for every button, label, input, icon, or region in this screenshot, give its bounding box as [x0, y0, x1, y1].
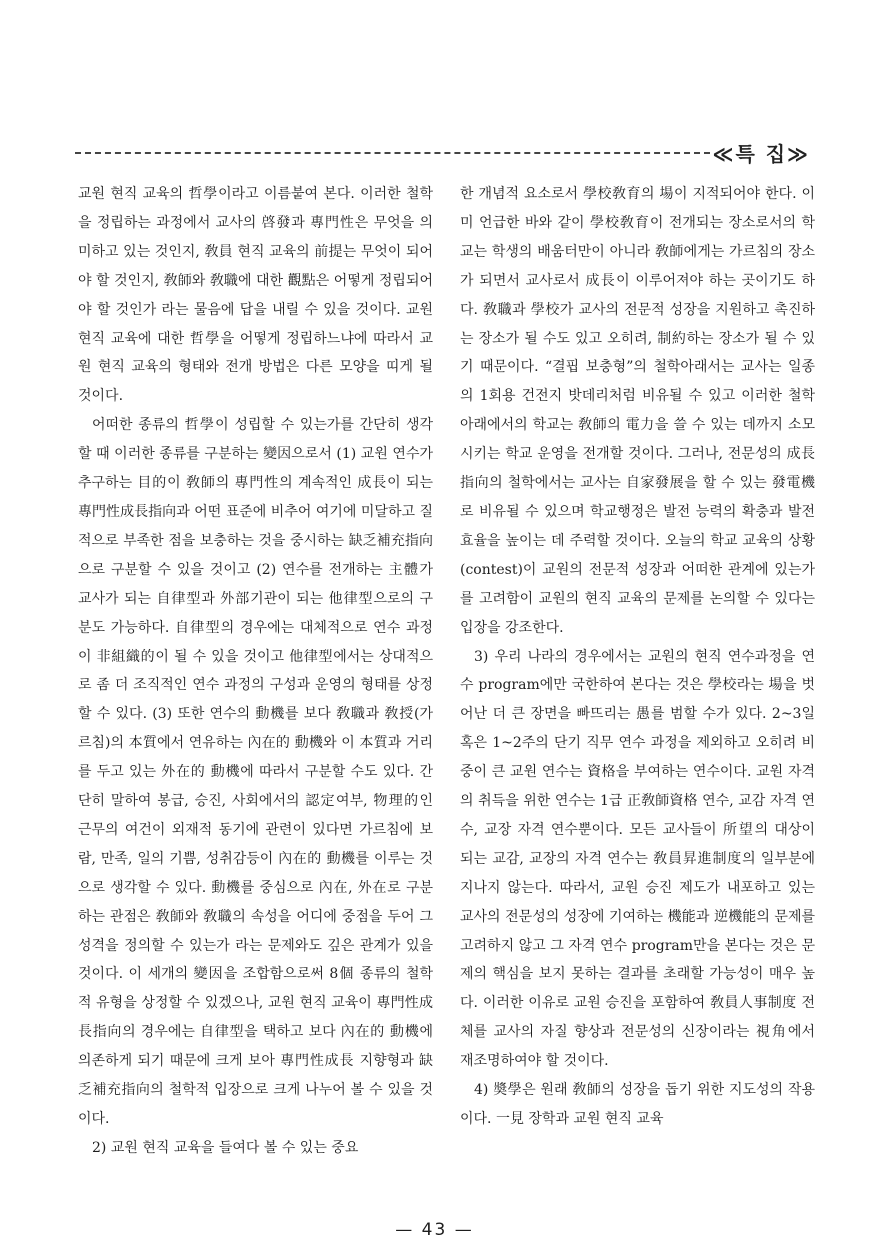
paragraph: 교원 현직 교육의 哲學이라고 이름붙여 본다. 이러한 철학을 정립하는 과정에서 교사의 啓發과 專門性은 무엇을 의미하고 있는 것인지, 敎員 현직 교육의 前提는 무엇이 되어야 할 것인지, 敎師와 敎職에 대한 觀點은 어떻게 정립되어야 할 것인가 라는 물음에 답을 내릴 수 있을 것이다. 교원 현직 교육에 대한 哲學을 어떻게 정립하느냐에 따라서 교원 현직 교육의 형태와 전개 방법은 다른 모양을 띠게 될 것이다. — [78, 186, 433, 405]
paragraph: 4) 奬學은 원래 敎師의 성장을 돕기 위한 지도성의 작용이다. 一見 장학과 교원 현직 교육 — [460, 1082, 815, 1127]
section-title: ≪특 집≫ — [712, 142, 810, 166]
paragraph: 3) 우리 나라의 경우에서는 교원의 현직 연수과정을 연수 program에만 국한하여 본다는 것은 學校라는 場을 벗어난 더 큰 장면을 빠뜨리는 愚를 범할 수가 있다. 2~3일 혹은 1~2주의 단기 직무 연수 과정을 제외하고 오히려 비중이 큰 교원 연수는 資格을 부여하는 연수이다. 교원 자격의 취득을 위한 연수는 1급 正敎師資格 연수, 교감 자격 연수, 교장 자격 연수뿐이다. 모든 교사들이 所望의 대상이 되는 교감, 교장의 자격 연수는 敎員昇進制度의 일부분에 지나지 않는다. 따라서, 교원 승진 제도가 내포하고 있는 교사의 전문성의 성장에 기여하는 機能과 逆機能의 문제를 고려하지 않고 그 자격 연수 program만을 본다는 것은 문제의 핵심을 보지 못하는 결과를 초래할 가능성이 매우 높다. 이러한 이유로 교원 승진을 포함하여 敎員人事制度 전체를 교사의 자질 향상과 전문성의 신장이라는 視角에서 재조명하여야 할 것이다. — [460, 648, 815, 1070]
header-dashed-rule — [75, 152, 710, 154]
running-header — [75, 138, 810, 168]
paragraph: 어떠한 종류의 哲學이 성립할 수 있는가를 간단히 생각할 때 이러한 종류를 구분하는 變因으로서 (1) 교원 연수가 추구하는 目的이 敎師의 專門性의 계속적인 成長이 되는 專門性成長指向과 어떤 표준에 비추어 여기에 미달하고 질적으로 부족한 점을 보충하는 것을 중시하는 缺乏補充指向으로 구분할 수 있을 것이고 (2) 연수를 전개하는 主體가 교사가 되는 自律型과 外部기관이 되는 他律型으로의 구분도 가능하다. 自律型의 경우에는 대체적으로 연수 과정이 非組織的이 될 수 있을 것이고 他律型에서는 상대적으로 좀 더 조직적인 연수 과정의 구성과 운영의 형태를 상정할 수 있다. (3) 또한 연수의 動機를 보다 敎職과 敎授(가르침)의 本質에서 연유하는 內在的 動機와 이 本質과 거리를 두고 있는 外在的 動機에 따라서 구분할 수도 있다. 간단히 말하여 봉급, 승진, 사회에서의 認定여부, 物理的인 근무의 여건이 외재적 동기에 관련이 있다면 가르침에 보람, 만족, 일의 기쁨, 성취감등이 內在的 動機를 이루는 것으로 생각할 수 있다. 動機를 중심으로 內在, 外在로 구분하는 관점은 敎師와 敎職의 속성을 어디에 중점을 두어 그 성격을 정의할 수 있는가 라는 문제와도 깊은 관계가 있을 것이다. 이 세개의 變因을 조합함으로써 8個 종류의 철학적 유형을 상정할 수 있겠으나, 교원 현직 교육이 專門性成長指向의 경우에는 自律型을 택하고 보다 內在的 動機에 의존하게 되기 때문에 크게 보아 專門性成長 지향형과 缺乏補充指向의 철학적 입장으로 크게 나누어 볼 수 있을 것이다. — [78, 417, 433, 1127]
page-number: — 43 — — [395, 1220, 474, 1240]
left-column — [78, 180, 433, 1163]
right-column — [460, 180, 815, 1134]
paragraph: 한 개념적 요소로서 學校敎育의 場이 지적되어야 한다. 이미 언급한 바와 같이 學校敎育이 전개되는 장소로서의 학교는 학생의 배움터만이 아니라 敎師에게는 가르침의 장소가 되면서 교사로서 成長이 이루어져야 하는 곳이기도 하다. 敎職과 學校가 교사의 전문적 성장을 지원하고 촉진하는 장소가 될 수도 있고 오히려, 制約하는 장소가 될 수 있기 때문이다. “결핍 보충형”의 철학아래서는 교사는 일종의 1회용 건전지 밧데리처럼 비유될 수 있고 이러한 철학아래에서의 학교는 敎師의 電力을 쓸 수 있는 데까지 소모시키는 학교 운영을 전개할 것이다. 그러나, 전문성의 成長指向의 철학에서는 교사는 自家發展을 할 수 있는 發電機로 비유될 수 있으며 학교행정은 발전 능력의 확충과 발전 효율을 높이는 데 주력할 것이다. 오늘의 학교 교육의 상황 (contest)이 교원의 전문적 성장과 어떠한 관계에 있는가를 고려함이 교원의 현직 교육의 문제를 논의할 수 있다는 입장을 강조한다. — [460, 186, 815, 636]
paragraph: 2) 교원 현직 교육을 들여다 볼 수 있는 중요 — [92, 1139, 359, 1156]
